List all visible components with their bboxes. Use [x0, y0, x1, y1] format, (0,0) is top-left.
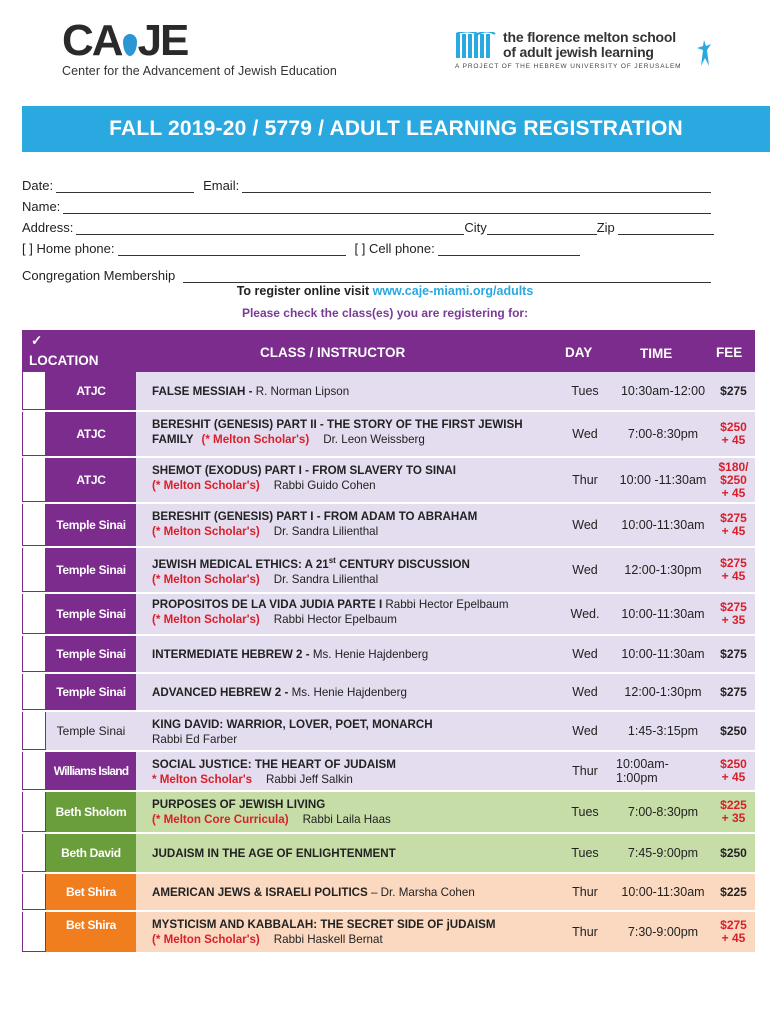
- row-day: Wed: [572, 647, 598, 661]
- row-time: 10:00-11:30am: [621, 518, 705, 532]
- row-fee: [712, 792, 755, 832]
- row-location: Temple Sinai: [46, 548, 136, 592]
- row-fee: [712, 912, 755, 952]
- row-class: [138, 548, 554, 592]
- fee-extra: + 35: [721, 811, 746, 825]
- class-title-line: [152, 597, 554, 612]
- table-row: [22, 594, 755, 636]
- caje-letters-left: CA: [62, 16, 122, 65]
- fee-amount: $250: [720, 845, 747, 860]
- row-location: ATJC: [46, 372, 136, 410]
- zip-field[interactable]: [618, 221, 714, 235]
- row-day: Wed.: [570, 607, 600, 621]
- fee-extra: + 45: [721, 770, 746, 784]
- class-note: * Melton Scholar's: [152, 773, 253, 786]
- row-time: 12:00-1:30pm: [624, 563, 702, 577]
- table-row: [22, 504, 755, 548]
- row-day: Thur: [572, 885, 598, 899]
- fee-extra: + 45: [721, 931, 746, 945]
- row-day: Tues: [571, 846, 599, 860]
- register-link[interactable]: www.caje-miami.org/adults: [372, 284, 534, 298]
- address-field[interactable]: [76, 221, 464, 235]
- header-class: CLASS / INSTRUCTOR: [260, 345, 406, 360]
- row-checkbox[interactable]: [22, 874, 46, 910]
- row-day: Wed: [572, 685, 598, 699]
- row-checkbox[interactable]: [22, 372, 46, 410]
- row-time: 10:00-11:30am: [621, 885, 705, 899]
- class-note: (* Melton Scholar's): [152, 572, 260, 586]
- row-time: 10:00-11:30am: [621, 607, 705, 621]
- register-prefix: To register online visit: [236, 284, 373, 298]
- table-row: [22, 874, 755, 912]
- row-location: Temple Sinai: [46, 504, 136, 546]
- fee-amount: $250: [720, 757, 747, 771]
- row-day: Thur: [572, 925, 598, 939]
- row-location: Bet Shira: [46, 874, 136, 910]
- row-day: Wed: [572, 724, 598, 738]
- row-checkbox[interactable]: [22, 412, 46, 456]
- city-field[interactable]: [487, 221, 597, 235]
- registration-form: [22, 172, 714, 283]
- row-time: 10:00am-1:00pm: [616, 757, 669, 785]
- email-label: Email:: [203, 178, 240, 193]
- table-header: [22, 330, 755, 372]
- row-class: [138, 912, 554, 952]
- class-instructor: Dr. Leon Weissberg: [323, 433, 425, 446]
- name-label: Name:: [22, 199, 61, 214]
- row-checkbox[interactable]: [22, 674, 46, 710]
- row-location: Beth Sholom: [46, 792, 136, 832]
- melton-columns-icon: [455, 32, 497, 60]
- class-note: (* Melton Scholar's): [152, 933, 260, 946]
- row-class: [138, 712, 554, 750]
- caje-letters-right: JE: [137, 16, 188, 65]
- row-location: Beth David: [46, 834, 136, 872]
- header-fee: FEE: [716, 345, 743, 360]
- row-class: [138, 372, 554, 410]
- class-note: (* Melton Scholar's): [152, 613, 260, 626]
- row-checkbox[interactable]: [22, 752, 46, 790]
- check-mark-icon: ✓: [31, 333, 43, 348]
- page-title: FALL 2019-20 / 5779 / ADULT LEARNING REGISTRATION: [109, 117, 683, 140]
- zip-label: Zip: [596, 220, 615, 235]
- class-title: SHEMOT (EXODUS) PART I - FROM SLAVERY TO SINAI: [152, 464, 457, 477]
- form-row-congregation: [22, 262, 714, 283]
- table-row: [22, 912, 755, 954]
- class-instructor: – Dr. Marsha Cohen: [367, 886, 475, 899]
- row-day: Wed: [572, 518, 598, 532]
- table-row: [22, 712, 755, 752]
- header-time: TIME: [640, 346, 673, 361]
- row-location: Bet Shira: [46, 912, 136, 952]
- row-fee: [712, 548, 755, 592]
- table-row: [22, 636, 755, 674]
- row-class: [138, 504, 554, 546]
- class-title: FALSE MESSIAH -: [152, 385, 256, 398]
- fee-amount: $275: [720, 383, 747, 398]
- row-checkbox[interactable]: [22, 548, 46, 592]
- row-class: [138, 594, 554, 634]
- fee-extra: + 35: [721, 613, 746, 627]
- scholar-figure-icon: [695, 38, 713, 68]
- register-online-note: [0, 284, 770, 298]
- fee-amount-alt: $250: [720, 472, 747, 487]
- class-instructor: Rabbi Haskell Bernat: [273, 933, 383, 946]
- row-checkbox[interactable]: [22, 712, 46, 750]
- class-title: AMERICAN JEWS & ISRAELI POLITICS: [152, 886, 368, 899]
- caje-logo: [62, 16, 392, 78]
- fee-amount: $275: [720, 511, 747, 525]
- row-class: [138, 834, 554, 872]
- row-checkbox[interactable]: [22, 912, 46, 952]
- caje-wordmark: [62, 16, 392, 65]
- class-instructor: R. Norman Lipson: [255, 385, 350, 398]
- class-title: [152, 553, 554, 572]
- class-instructor: Rabbi Laila Haas: [302, 813, 391, 826]
- home-phone-field[interactable]: [118, 242, 346, 256]
- form-row-name: [22, 193, 714, 214]
- row-checkbox[interactable]: [22, 458, 46, 502]
- row-fee: [712, 674, 755, 710]
- cell-phone-label: [ ] Cell phone:: [354, 241, 435, 256]
- fee-extra: + 45: [721, 433, 746, 447]
- row-time: 1:45-3:15pm: [627, 724, 699, 738]
- congregation-label: Congregation Membership: [22, 268, 176, 283]
- class-instructor: Dr. Sandra Lilienthal: [273, 572, 379, 586]
- row-fee: [712, 372, 755, 410]
- class-title: MYSTICISM AND KABBALAH: THE SECRET SIDE OF jUDAISM: [152, 918, 496, 931]
- row-checkbox[interactable]: [22, 636, 46, 672]
- class-title-sup: st: [328, 556, 336, 565]
- fee-amount: $250: [720, 420, 747, 434]
- row-time: 10:00-11:30am: [621, 647, 705, 661]
- class-instructor: Ms. Henie Hajdenberg: [291, 686, 407, 699]
- row-class: [138, 752, 554, 790]
- table-row: [22, 792, 755, 834]
- row-day: Thur: [572, 764, 598, 778]
- fee-amount: $180/: [718, 459, 749, 474]
- row-class: [138, 874, 554, 910]
- class-title: SOCIAL JUSTICE: THE HEART OF JUDAISM: [152, 758, 396, 771]
- row-time: 7:00-8:30pm: [627, 427, 699, 441]
- form-row-phones: [22, 235, 714, 256]
- date-field[interactable]: [56, 179, 194, 193]
- row-time: 10:30am-12:00: [620, 384, 706, 398]
- melton-subtitle: A PROJECT OF THE HEBREW UNIVERSITY OF JERUSALEM: [455, 63, 682, 70]
- row-time: 10:00 -11:30am: [619, 473, 707, 487]
- row-time: 7:00-8:30pm: [627, 805, 699, 819]
- fee-amount: $275: [720, 646, 747, 661]
- row-time: 12:00-1:30pm: [624, 685, 702, 699]
- date-label: Date:: [22, 178, 54, 193]
- row-fee: [712, 594, 755, 634]
- row-location: Temple Sinai: [46, 674, 136, 710]
- header-day: DAY: [565, 345, 593, 360]
- row-location: ATJC: [46, 412, 136, 456]
- class-instructor: Rabbi Guido Cohen: [273, 479, 376, 492]
- row-day: Wed: [572, 563, 598, 577]
- class-title-end: CENTURY DISCUSSION: [335, 557, 470, 571]
- row-day: Tues: [571, 384, 599, 398]
- congregation-field[interactable]: [183, 269, 711, 283]
- row-checkbox[interactable]: [22, 504, 46, 546]
- row-location: Williams Island: [46, 752, 136, 790]
- melton-line-2: of adult jewish learning: [503, 44, 654, 60]
- row-checkbox[interactable]: [22, 792, 46, 832]
- class-title-start: JEWISH MEDICAL ETHICS: A 21: [152, 557, 329, 571]
- table-row: [22, 834, 755, 874]
- table-row: [22, 674, 755, 712]
- check-instructions: Please check the class(es) you are registering for:: [241, 306, 529, 320]
- flame-icon: [123, 34, 137, 56]
- address-label: Address:: [22, 220, 74, 235]
- class-title: KING DAVID: WARRIOR, LOVER, POET, MONARCH: [152, 718, 433, 731]
- form-row-address: [22, 214, 714, 235]
- row-fee: [712, 752, 755, 790]
- home-phone-label: [ ] Home phone:: [22, 241, 115, 256]
- class-title: PROPOSITOS DE LA VIDA JUDIA PARTE I: [152, 598, 383, 611]
- fee-amount: $225: [720, 884, 747, 899]
- caje-subtitle: Center for the Advancement of Jewish Education: [62, 64, 337, 78]
- row-day: Tues: [571, 805, 599, 819]
- fee-amount: $275: [720, 684, 747, 699]
- fee-amount: $225: [720, 798, 747, 812]
- fee-amount: $275: [720, 556, 747, 570]
- table-row: [22, 548, 755, 594]
- melton-name: [503, 30, 676, 60]
- fee-amount: $250: [720, 723, 747, 738]
- class-note: (* Melton Scholar's): [201, 433, 310, 446]
- row-class: [138, 636, 554, 672]
- email-field[interactable]: [242, 179, 711, 193]
- row-fee: [712, 874, 755, 910]
- melton-line-1: the florence melton school: [503, 29, 676, 45]
- class-title-instructor: Rabbi Hector Epelbaum: [382, 598, 509, 611]
- class-title: PURPOSES OF JEWISH LIVING: [152, 798, 326, 811]
- row-location: Temple Sinai: [46, 636, 136, 672]
- row-checkbox[interactable]: [22, 594, 46, 634]
- row-day: Wed: [572, 427, 598, 441]
- class-title: ADVANCED HEBREW 2 -: [152, 686, 292, 699]
- class-title: BERESHIT (GENESIS) PART II - THE STORY OF THE FIRST JEWISH FAMILY: [152, 418, 523, 446]
- row-class: [138, 412, 554, 456]
- fee-extra: + 45: [721, 569, 746, 583]
- row-class: [138, 674, 554, 710]
- header-location: LOCATION: [29, 353, 99, 368]
- class-instructor: Rabbi Ed Farber: [152, 733, 238, 746]
- row-location: Temple Sinai: [46, 712, 136, 750]
- class-instructor: Dr. Sandra Lilienthal: [273, 525, 379, 538]
- table-row: [22, 752, 755, 792]
- class-note: (* Melton Scholar's): [152, 479, 260, 492]
- row-fee: [712, 834, 755, 872]
- class-title: BERESHIT (GENESIS) PART I - FROM ADAM TO ABRAHAM: [152, 510, 478, 523]
- row-fee: [712, 712, 755, 750]
- class-title: JUDAISM IN THE AGE OF ENLIGHTENMENT: [152, 847, 396, 860]
- class-instructor: Rabbi Hector Epelbaum: [273, 613, 397, 626]
- city-label: City: [464, 220, 487, 235]
- row-day: Thur: [572, 473, 598, 487]
- melton-logo: [455, 30, 725, 80]
- class-note: (* Melton Core Curricula): [152, 813, 289, 826]
- form-row-date-email: [22, 172, 714, 193]
- table-row: [22, 458, 755, 504]
- fee-extra: + 45: [721, 524, 746, 538]
- row-fee: [712, 412, 755, 456]
- title-banner: [22, 106, 770, 152]
- fee-extra: + 45: [721, 485, 746, 500]
- row-location: ATJC: [46, 458, 136, 502]
- row-location: Temple Sinai: [46, 594, 136, 634]
- class-schedule-table: [22, 330, 755, 954]
- class-instructor: Rabbi Jeff Salkin: [266, 773, 353, 786]
- row-fee: [712, 458, 755, 502]
- fee-amount: $275: [720, 918, 747, 932]
- row-class: [138, 458, 554, 502]
- row-fee: [712, 504, 755, 546]
- class-title: INTERMEDIATE HEBREW 2 -: [152, 648, 313, 661]
- class-note: (* Melton Scholar's): [152, 525, 260, 538]
- cell-phone-field[interactable]: [438, 242, 580, 256]
- row-checkbox[interactable]: [22, 834, 46, 872]
- row-time: 7:45-9:00pm: [627, 846, 699, 860]
- fee-amount: $275: [720, 600, 747, 614]
- table-row: [22, 412, 755, 458]
- name-field[interactable]: [63, 200, 711, 214]
- class-instructor: Ms. Henie Hajdenberg: [312, 648, 429, 661]
- row-time: 7:30-9:00pm: [627, 925, 699, 939]
- row-class: [138, 792, 554, 832]
- row-fee: [712, 636, 755, 672]
- table-row: [22, 372, 755, 412]
